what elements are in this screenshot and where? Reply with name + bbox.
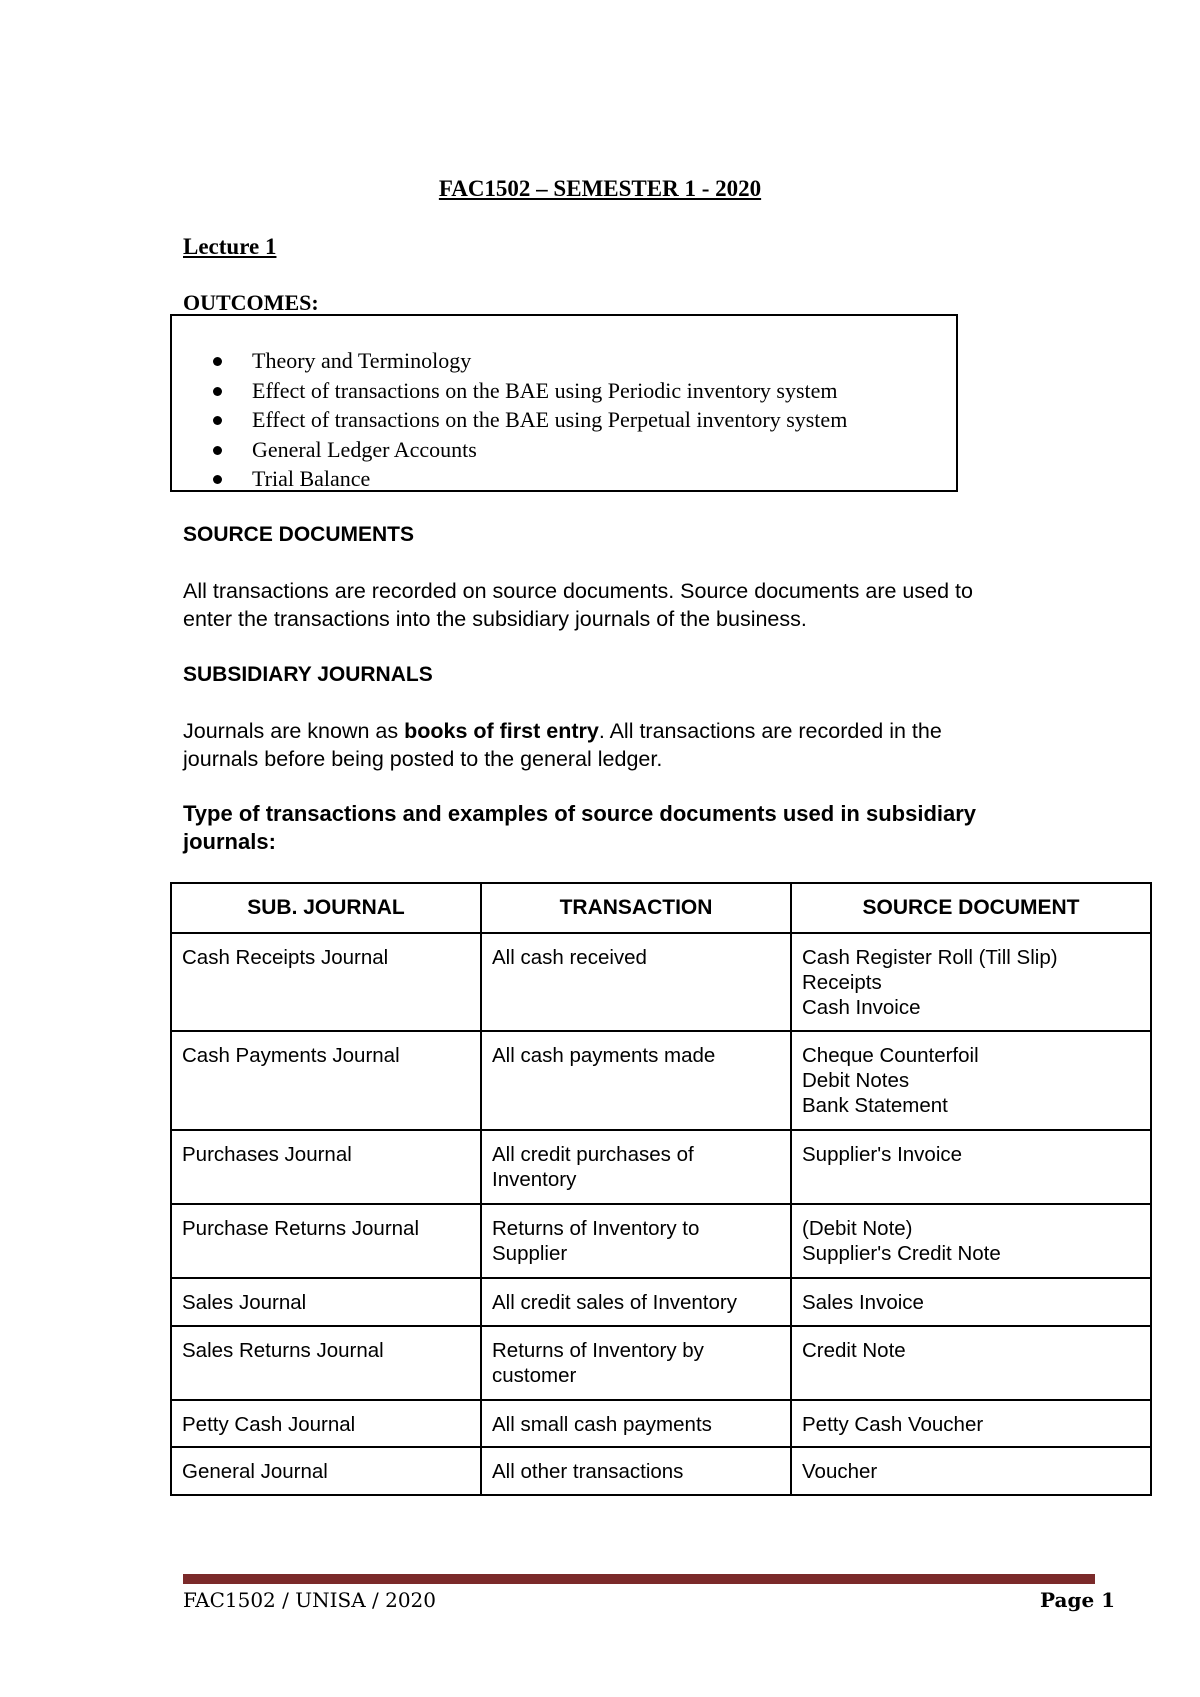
outcome-item	[212, 376, 847, 406]
cell-text: Supplier's Credit Note	[802, 1242, 1001, 1265]
cell-text: Receipts	[802, 971, 882, 994]
table-row	[171, 1400, 1151, 1447]
table-row	[171, 1326, 1151, 1400]
journal-cell	[171, 1278, 481, 1326]
paragraph-line: All transactions are recorded on source documents. Source documents are used to	[183, 579, 973, 603]
cell-text: Petty Cash Voucher	[802, 1413, 984, 1436]
subsidiary-journals-heading: SUBSIDIARY JOURNALS	[183, 663, 433, 686]
journal-cell	[171, 1130, 481, 1204]
table-row	[171, 1278, 1151, 1326]
cell-text: Debit Notes	[802, 1069, 910, 1092]
outcome-item	[212, 435, 847, 465]
emphasis-text: books of first entry	[404, 719, 599, 743]
cell-text: customer	[492, 1364, 577, 1387]
cell-text: Sales Returns Journal	[182, 1339, 384, 1362]
cell-text: All credit sales of Inventory	[492, 1291, 737, 1314]
cell-text: Petty Cash Journal	[182, 1413, 356, 1436]
transaction-cell	[481, 1326, 791, 1400]
bullet-icon	[213, 446, 222, 455]
bullet-icon	[213, 387, 222, 396]
transaction-cell	[481, 1204, 791, 1278]
outcomes-box	[170, 314, 958, 492]
source-documents-heading: SOURCE DOCUMENTS	[183, 523, 415, 546]
subsidiary-journals-paragraph	[183, 717, 1103, 773]
table-header-row	[171, 883, 1151, 933]
cell-text: Purchase Returns Journal	[182, 1217, 420, 1240]
document-cell	[791, 1031, 1151, 1130]
cell-text: General Journal	[182, 1460, 328, 1483]
cell-text: Cash Invoice	[802, 996, 921, 1019]
column-header-source-document: SOURCE DOCUMENT	[791, 883, 1151, 933]
document-cell	[791, 933, 1151, 1031]
journal-cell	[171, 933, 481, 1031]
outcome-text: Trial Balance	[252, 466, 371, 491]
outcomes-list	[212, 346, 847, 494]
journal-cell	[171, 1326, 481, 1400]
paragraph-line: enter the transactions into the subsidiary journals of the business.	[183, 607, 807, 631]
journal-cell	[171, 1204, 481, 1278]
paragraph-line: Type of transactions and examples of source documents used in subsidiary	[183, 801, 977, 826]
outcome-item	[212, 346, 847, 376]
document-cell	[791, 1400, 1151, 1447]
journal-cell	[171, 1400, 481, 1447]
cell-text: Bank Statement	[802, 1094, 948, 1117]
table-row	[171, 1204, 1151, 1278]
cell-text: Sales Invoice	[802, 1291, 924, 1314]
text-span: . All transactions are recorded in the	[598, 719, 942, 743]
cell-text: Sales Journal	[182, 1291, 307, 1314]
cell-text: All other transactions	[492, 1460, 684, 1483]
outcome-item	[212, 464, 847, 494]
transaction-cell	[481, 1400, 791, 1447]
cell-text: All cash received	[492, 946, 647, 969]
paragraph-line: journals before being posted to the general ledger.	[183, 747, 663, 771]
cell-text: Cash Receipts Journal	[182, 946, 389, 969]
column-header-transaction: TRANSACTION	[481, 883, 791, 933]
document-cell	[791, 1204, 1151, 1278]
outcome-item	[212, 405, 847, 435]
cell-text: Cash Register Roll (Till Slip)	[802, 946, 1058, 969]
cell-text: Supplier's Invoice	[802, 1143, 963, 1166]
journal-cell	[171, 1031, 481, 1130]
document-cell	[791, 1130, 1151, 1204]
cell-text: Cheque Counterfoil	[802, 1044, 979, 1067]
column-header-journal: SUB. JOURNAL	[171, 883, 481, 933]
document-title: FAC1502 – SEMESTER 1 - 2020	[438, 176, 762, 201]
outcomes-heading: OUTCOMES:	[183, 290, 319, 315]
cell-text: Inventory	[492, 1168, 577, 1191]
outcome-text: General Ledger Accounts	[252, 436, 477, 462]
cell-text: All small cash payments	[492, 1413, 712, 1436]
paragraph-line	[183, 717, 1103, 745]
document-cell	[791, 1447, 1151, 1495]
table-intro	[183, 800, 1103, 856]
document-cell	[791, 1326, 1151, 1400]
transaction-cell	[481, 933, 791, 1031]
bullet-icon	[213, 357, 222, 366]
lecture-label: Lecture 1	[183, 234, 277, 259]
bullet-icon	[213, 475, 222, 484]
source-documents-paragraph	[183, 577, 1103, 633]
journal-cell	[171, 1447, 481, 1495]
outcome-text: Effect of transactions on the BAE using Perpetual inventory system	[252, 407, 848, 432]
cell-text: All cash payments made	[492, 1044, 716, 1067]
cell-text: Purchases Journal	[182, 1143, 352, 1166]
bullet-icon	[213, 416, 222, 425]
transaction-cell	[481, 1278, 791, 1326]
table-row	[171, 1130, 1151, 1204]
footer-divider	[183, 1574, 1095, 1584]
cell-text: (Debit Note)	[802, 1217, 913, 1240]
transaction-cell	[481, 1447, 791, 1495]
cell-text: Credit Note	[802, 1339, 906, 1362]
cell-text: Cash Payments Journal	[182, 1044, 400, 1067]
table-row	[171, 1031, 1151, 1130]
cell-text: Voucher	[802, 1460, 878, 1483]
cell-text: Returns of Inventory by	[492, 1339, 704, 1362]
footer-course-label: FAC1502 / UNISA / 2020	[183, 1588, 436, 1612]
table-row	[171, 933, 1151, 1031]
document-cell	[791, 1278, 1151, 1326]
transaction-cell	[481, 1130, 791, 1204]
outcome-text: Effect of transactions on the BAE using Periodic inventory system	[252, 377, 838, 403]
text-span: Journals are known as	[183, 719, 405, 743]
cell-text: Returns of Inventory to	[492, 1217, 700, 1240]
page-number: Page 1	[1040, 1588, 1116, 1612]
paragraph-line: journals:	[183, 829, 276, 854]
cell-text: All credit purchases of	[492, 1143, 694, 1166]
outcome-text: Theory and Terminology	[252, 348, 472, 373]
table-row	[171, 1447, 1151, 1495]
cell-text: Supplier	[492, 1242, 568, 1265]
transaction-cell	[481, 1031, 791, 1130]
journals-table	[170, 882, 1152, 1496]
